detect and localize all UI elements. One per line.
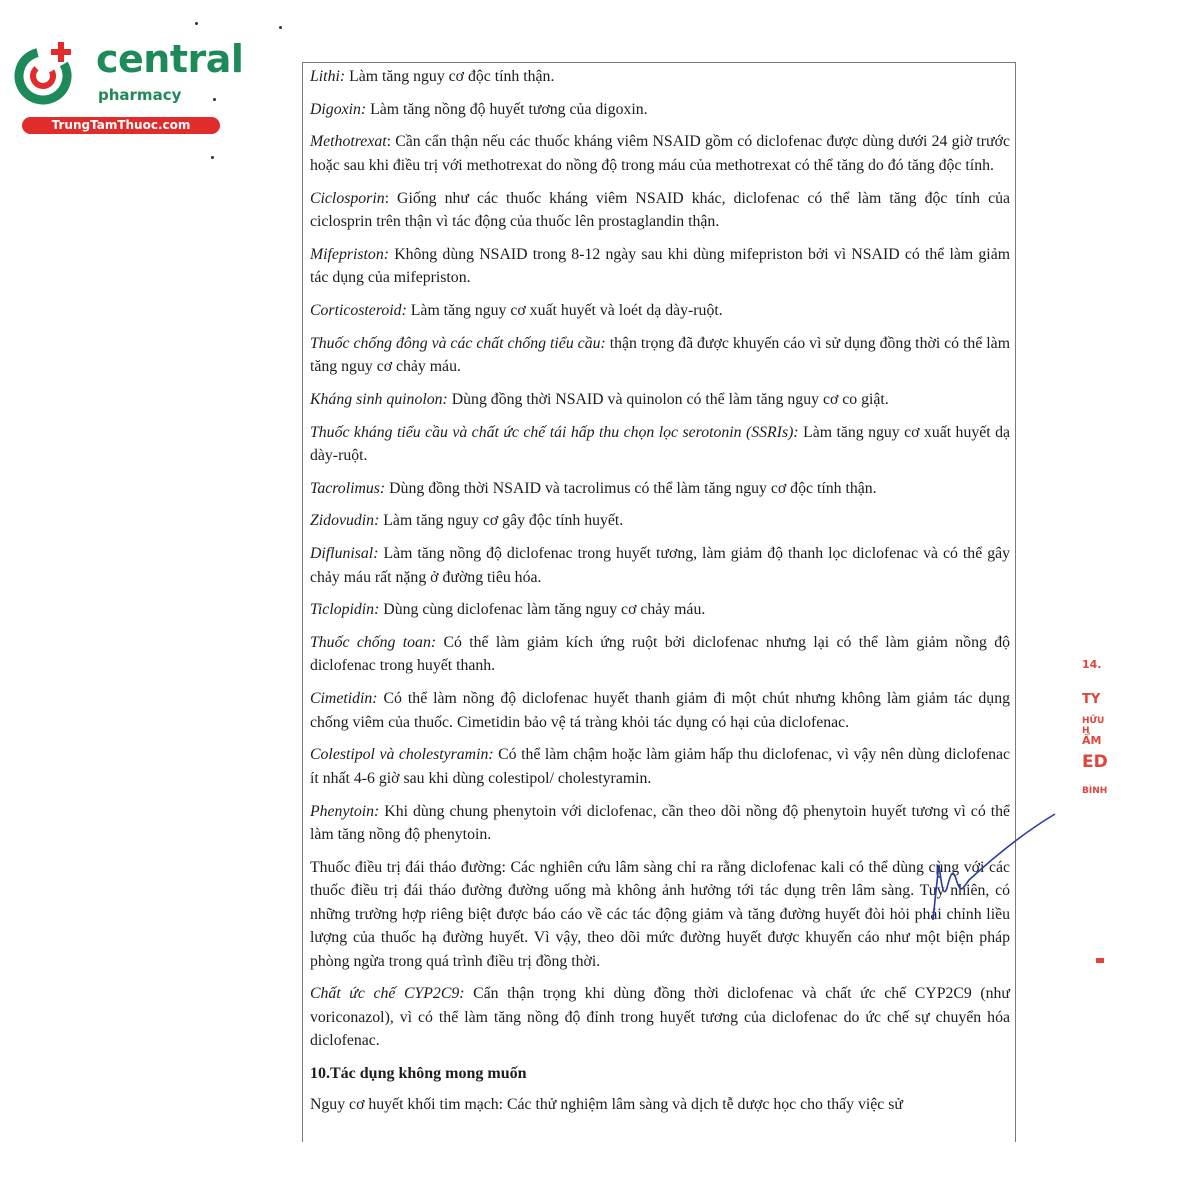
drug-term: Phenytoin: <box>310 802 380 820</box>
document-paragraph <box>310 299 1010 323</box>
drug-term: Kháng sinh quinolon: <box>310 390 448 408</box>
paragraph-text: Làm tăng nồng độ diclofenac trong huyết tương, làm giảm độ thanh lọc diclofenac và có thể gây chảy máu rất nặng ở đường tiêu hóa. <box>310 545 1010 586</box>
document-paragraph: Nguy cơ huyết khối tim mạch: Các thử nghiệm lâm sàng và dịch tễ dược học cho thấy việc sử <box>310 1096 903 1114</box>
drug-term: Ticlopidin: <box>310 601 380 619</box>
document-paragraph <box>310 631 1010 678</box>
scan-speck <box>213 98 216 101</box>
document-paragraph <box>310 856 1010 974</box>
document-paragraph <box>310 598 1010 622</box>
document-page <box>302 62 1016 1142</box>
drug-term: Zidovudin: <box>310 512 380 530</box>
scan-speck <box>195 22 198 25</box>
drug-term: Digoxin: <box>310 100 367 118</box>
stamp-text: BÌNH <box>1082 786 1108 796</box>
stamp-text: 14. <box>1082 658 1102 671</box>
scan-speck <box>279 26 282 29</box>
drug-term: Mifepriston: <box>310 245 389 263</box>
stamp-mark <box>1096 958 1104 963</box>
stamp-text: ED <box>1082 752 1108 772</box>
document-paragraph <box>310 98 1010 122</box>
drug-term: Thuốc kháng tiểu cầu và chất ức chế tái hấp thu chọn lọc serotonin (SSRIs): <box>310 423 799 441</box>
document-paragraph <box>310 509 1010 533</box>
document-paragraph <box>310 800 1010 847</box>
drug-term: Corticosteroid: <box>310 301 407 319</box>
drug-term: Diflunisal: <box>310 545 379 563</box>
section-heading: 10.Tác dụng không mong muốn <box>310 1065 527 1083</box>
paragraph-text: Dùng đồng thời NSAID và tacrolimus có thể làm tăng nguy cơ độc tính thận. <box>385 479 877 497</box>
document-body <box>310 65 1010 1126</box>
document-paragraph <box>310 332 1010 379</box>
paragraph-text: Khi dùng chung phenytoin với diclofenac, cần theo dõi nồng độ phenytoin huyết tương vì có thể làm tăng nồng độ phenytoin. <box>310 802 1010 843</box>
document-paragraph <box>310 982 1010 1053</box>
stamp-text: ẨM <box>1082 734 1102 747</box>
paragraph-text: : Cần cẩn thận nếu các thuốc kháng viêm NSAID gồm có diclofenac được dùng dưới 24 giờ trước hoặc sau khi điều trị với methotrexat do nồng độ trong máu của methotrexat có thể tăng do đó tăng độc tính. <box>310 133 1010 174</box>
document-paragraph <box>310 542 1010 589</box>
document-paragraph <box>310 388 1010 412</box>
drug-term: Cimetidin: <box>310 690 378 708</box>
paragraph-text: thận trọng đã được khuyến cáo vì sử dụng đồng thời có thể làm tăng nguy cơ chảy máu. <box>310 334 1010 376</box>
drug-term: Thuốc chống toan: <box>310 633 437 651</box>
document-paragraph <box>310 421 1010 468</box>
stamp-text: TY <box>1082 692 1101 707</box>
document-paragraph <box>310 743 1010 790</box>
paragraph-text: Có thể làm nồng độ diclofenac huyết thanh giảm đi một chút nhưng không làm giảm tác dụng chống viêm của thuốc. Cimetidin bảo vệ tá tràng khỏi tác dụng có hại của diclofenac. <box>310 690 1010 731</box>
red-stamp-fragment <box>1076 648 1106 978</box>
document-paragraph <box>310 243 1010 290</box>
drug-term: Ciclosporin <box>310 189 385 207</box>
paragraph-text: Không dùng NSAID trong 8-12 ngày sau khi dùng mifepriston bởi vì NSAID có thể làm giảm tác dụng của mifepriston. <box>310 245 1010 287</box>
central-pharmacy-logo <box>10 37 244 138</box>
document-paragraph <box>310 687 1010 734</box>
document-paragraph <box>310 65 1010 89</box>
paragraph-text: Làm tăng nguy cơ độc tính thận. <box>345 68 555 85</box>
drug-term: Thuốc chống đông và các chất chống tiểu cầu: <box>310 334 606 352</box>
paragraph-text: Có thể làm giảm kích ứng ruột bởi diclofenac nhưng lại có thể làm giảm nồng độ diclofenac trong huyết thanh. <box>310 633 1010 675</box>
paragraph-text: Cẩn thận trọng khi dùng đồng thời diclofenac và chất ức chế CYP2C9 (như voriconazol), vì có thể làm tăng nồng độ đỉnh trong huyết tương của diclofenac do ức chế sự chuyển hóa diclofenac. <box>310 985 1010 1050</box>
document-paragraph <box>310 187 1010 234</box>
drug-term: Methotrexat <box>310 133 387 151</box>
paragraph-text: Làm tăng nguy cơ gây độc tính huyết. <box>379 512 624 530</box>
logo-brand-name: central <box>96 37 244 81</box>
pharmacy-cross-icon <box>10 38 82 110</box>
logo-subtitle: pharmacy <box>98 86 182 104</box>
paragraph-text: Làm tăng nguy cơ xuất huyết dạ dày-ruột. <box>310 423 1010 464</box>
scan-speck <box>211 156 214 159</box>
paragraph-text: Làm tăng nồng độ huyết tương của digoxin. <box>366 100 648 118</box>
drug-term: Tacrolimus: <box>310 479 386 497</box>
drug-term: Lithi: <box>310 68 346 85</box>
drug-term: Chất ức chế CYP2C9: <box>310 985 465 1003</box>
stamp-text: HỮU H <box>1082 716 1105 736</box>
paragraph-text: Dùng cùng diclofenac làm tăng nguy cơ chảy máu. <box>379 601 706 619</box>
website-banner: TrungTamThuoc.com <box>22 117 220 134</box>
paragraph-text: : Giống như các thuốc kháng viêm NSAID khác, diclofenac có thể làm tăng độc tính của ciclosprin trên thận vì tác động của thuốc lên prostaglandin thận. <box>310 189 1010 231</box>
paragraph-text: Làm tăng nguy cơ xuất huyết và loét dạ dày-ruột. <box>406 301 723 319</box>
paragraph-text: Dùng đồng thời NSAID và quinolon có thể làm tăng nguy cơ co giật. <box>447 390 889 408</box>
document-paragraph <box>310 477 1010 501</box>
drug-term: Colestipol và cholestyramin: <box>310 746 494 764</box>
handwritten-signature <box>925 810 1065 930</box>
document-paragraph <box>310 130 1010 177</box>
paragraph-text: Có thể làm chậm hoặc làm giảm hấp thu diclofenac, vì vậy nên dùng diclofenac ít nhất 4-6 giờ sau khi dùng colestipol/ cholestyramin. <box>310 746 1010 787</box>
paragraph-text: Thuốc điều trị đái tháo đường: Các nghiên cứu lâm sàng chỉ ra rằng diclofenac kali có thể dùng cùng với các thuốc điều trị đái tháo đường đường uống mà không ảnh hưởng tới tác dụng trên lâm sàng. Tuy nhiên, có những trường hợp riêng biệt được báo cáo về các tác động giảm và tăng đường huyết đòi hỏi phải chỉnh liều lượng của thuốc hạ đường huyết. Vì vậy, theo dõi mức đường huyết được khuyến cáo như một biện pháp phòng ngừa trong quá trình điều trị đồng thời. <box>310 858 1010 970</box>
